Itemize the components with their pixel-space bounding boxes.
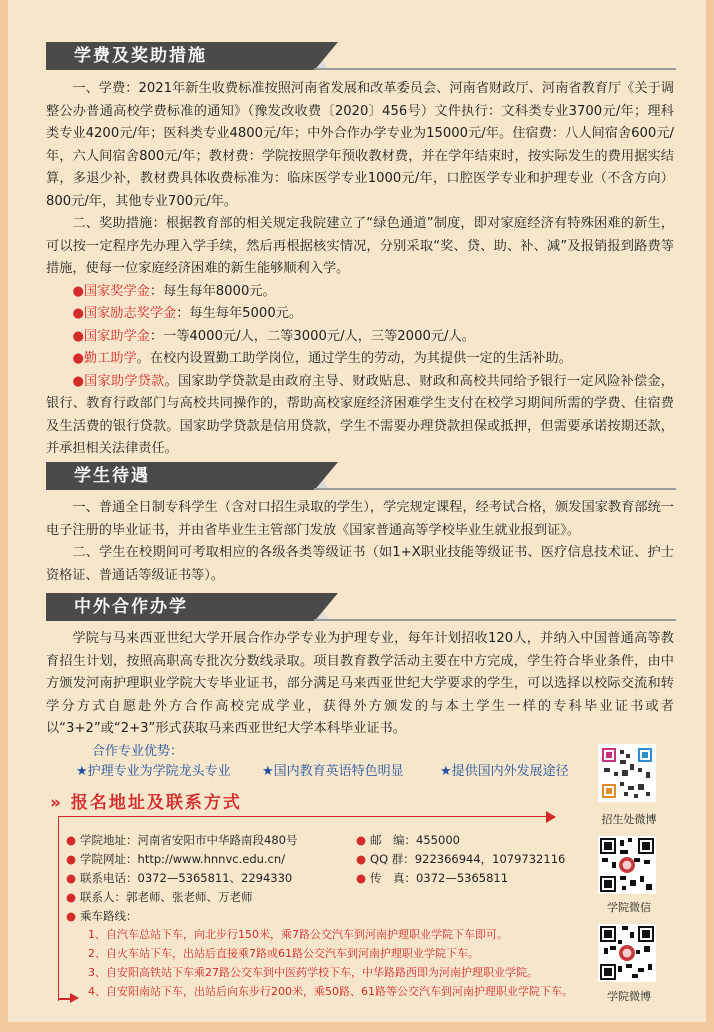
- section-title-fees: 学费及奖助措施: [74, 46, 207, 66]
- contact-people: ● 联系人：郭老师、张老师、万老师: [66, 890, 253, 904]
- qr-code-weibo[interactable]: [598, 924, 656, 982]
- treatment-paragraph-2: 二、学生在校期间可考取相应的各级各类等级证书（如1+X职业技能等级证书、医疗信息技术证、护士资格证、普通话等级证书等）。: [46, 545, 674, 583]
- contact-title: » 报名地址及联系方式: [50, 793, 242, 813]
- qr-code-wechat[interactable]: [598, 836, 656, 894]
- coop-body: [46, 628, 674, 741]
- fees-body: [46, 78, 674, 461]
- bullet-student-loan: ●国家助学贷款。国家助学贷款是由政府主导、财政贴息、财政和高校共同给予银行一定风险补偿金，银行、教育行政部门与高校共同操作的，帮助高校家庭经济困难学生支付在校学习期间所需的学费、住宿费及生活费的银行贷款。国家助学贷款是信用贷款，学生不需要办理贷款担保或抵押，但需要承诺按期还款，并承担相关法律责任。: [46, 373, 674, 456]
- coop-paragraph-1: 学院与马来西亚世纪大学开展合作办学专业为护理专业，每年计划招收120人，并纳入中国普通高等教育招生计划，按照高职高专批次分数线录取。项目教育教学活动主要在中方完成，学生符合毕业条件，由中方颁发河南护理职业学院大专毕业证书，部分满足马来西亚世纪大学要求的学生，可以选择以校际交流和转学分方式自愿赴外方合作高校完成学业，获得外方颁发的与本土学生一样的专科毕业证书或者以“3+2”或“2+3”形式获取马来西亚世纪大学本科毕业证书。: [46, 631, 674, 736]
- qr-label-weibo-admissions: 招生处微博: [601, 813, 657, 826]
- coop-advantages-title: 合作专业优势：: [92, 744, 184, 759]
- contact-fax: ● 传 真：0372—5365811: [356, 871, 509, 885]
- advantage-item-3: ★提供国内外发展途径: [440, 764, 569, 779]
- route-2: 2、自火车站下车，出站后直接乘7路或61路公交汽车到河南护理职业学院下车。: [88, 947, 479, 960]
- section-title-treatment: 学生待遇: [74, 466, 150, 486]
- advantage-item-2: ★国内教育英语特色明显: [262, 764, 404, 779]
- fees-paragraph-1: 一、学费：2021年新生收费标准按照河南省发展和改革委员会、河南省财政厅、河南省教育厅《关于调整公办普通高校学费标准的通知》（豫发改收费〔2020〕456号）文件执行：文科类专业3700元/年；理科类专业4200元/年；医科类专业4800元/年；中外合作办学专业为15000元/年。住宿费：八人间宿舍600元/年，六人间宿舍800元/年；教材费：学院按照学年预收教材费，并在学年结束时，按实际发生的费用据实结算，多退少补，教材费具体收费标准为：临床医学专业1000元/年，口腔医学专业和护理专业（不含方向）800元/年，其他专业700元/年。: [46, 81, 674, 209]
- bullet-national-scholarship: ●国家奖学金：每生每年8000元。: [72, 283, 276, 299]
- contact-qq: ● QQ 群：922366944，1079732116: [356, 852, 566, 866]
- contact-address: ● 学院地址：河南省安阳市中华路南段480号: [66, 833, 298, 847]
- contact-routes-title: ● 乘车路线：: [66, 909, 138, 923]
- bullet-national-grant: ●国家助学金：一等4000元/人，二等3000元/人，三等2000元/人。: [72, 328, 475, 344]
- section-title-coop: 中外合作办学: [74, 597, 188, 617]
- qr-label-weibo: 学院微博: [607, 990, 651, 1003]
- contact-zipcode: ● 邮 编：455000: [356, 833, 460, 847]
- route-3: 3、自安阳高铁站下车乘27路公交车到中医药学校下车，中华路路西即为河南护理职业学院。: [88, 966, 538, 979]
- route-4: 4、自安阳南站下车，出站后向东步行200米，乘50路、61路等公交汽车到河南护理职业学院下车。: [88, 985, 573, 998]
- qr-code-icon: [598, 744, 656, 802]
- treatment-body: [46, 497, 674, 587]
- fees-paragraph-2: 二、奖助措施：根据教育部的相关规定我院建立了“绿色通道”制度，即对家庭经济有特殊困难的新生，可以按一定程序先办理入学手续，然后再根据核实情况，分别采取“奖、贷、助、补、减”及报销报到路费等措施，使每一位家庭经济困难的新生能够顺利入学。: [46, 216, 674, 276]
- section-banner-fees: [46, 42, 676, 70]
- contact-website: ● 学院网址：http://www.hnnvc.edu.cn/: [66, 852, 286, 866]
- bullet-motivational-scholarship: ●国家励志奖学金：每生每年5000元。: [72, 306, 303, 321]
- route-1: 1、自汽车总站下车，向北步行150米，乘7路公交汽车到河南护理职业学院下车即可。: [88, 928, 508, 941]
- arrow-right-icon: [70, 993, 79, 1003]
- contact-phone: ● 联系电话：0372—5365811、2294330: [66, 871, 293, 885]
- qr-code-icon: [598, 836, 656, 894]
- double-chevron-icon: »: [50, 793, 63, 813]
- treatment-paragraph-1: 一、普通全日制专科学生（含对口招生录取的学生），学完规定课程，经考试合格，颁发国家教育部统一电子注册的毕业证书，并由省毕业生主管部门发放《国家普通高等学校毕业生就业报到证》。: [46, 500, 674, 538]
- advantage-item-1: ★护理专业为学院龙头专业: [76, 764, 231, 779]
- qr-code-icon: [598, 924, 656, 982]
- section-banner-coop: [46, 593, 676, 621]
- qr-label-wechat: 学院微信: [607, 901, 651, 914]
- arrow-right-icon: [546, 811, 556, 823]
- bullet-work-study: ●勤工助学。在校内设置勤工助学岗位，通过学生的劳动，为其提供一定的生活补助。: [72, 351, 572, 366]
- qr-code-weibo-admissions[interactable]: [598, 744, 656, 802]
- section-banner-treatment: [46, 462, 676, 490]
